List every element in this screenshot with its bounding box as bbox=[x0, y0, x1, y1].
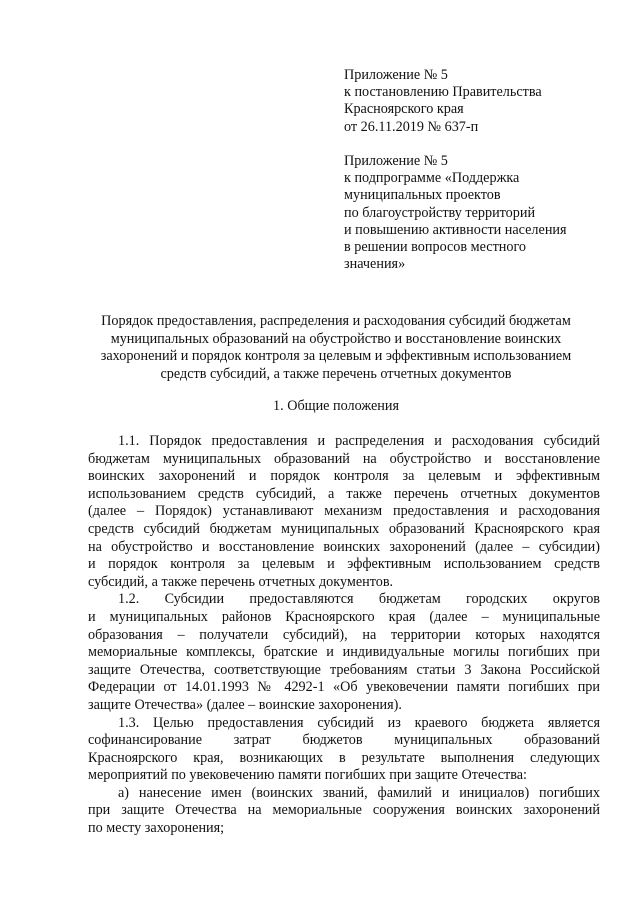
annex-line: Приложение № 5 bbox=[344, 153, 448, 169]
annex-line: муниципальных проектов bbox=[344, 187, 501, 204]
title-line: средств субсидий, а также перечень отчетных документов bbox=[160, 365, 512, 382]
annex-line: Красноярского края bbox=[344, 101, 464, 118]
annex-line: в решении вопросов местного bbox=[344, 239, 527, 256]
document-body bbox=[88, 433, 600, 838]
body-line: (далее – Порядок) устанавливают механизм предоставления и расходования bbox=[88, 503, 600, 520]
body-line: средств субсидий бюджетам муниципальных образований Красноярского края bbox=[88, 520, 600, 537]
annex-line: по благоустройству территорий bbox=[344, 204, 536, 221]
annex-header-resolution bbox=[344, 67, 614, 136]
body-line: при защите Отечества на мемориальные сооружения воинских захоронений bbox=[88, 802, 600, 819]
body-line: защите Отечества, соответствующие требованиям статьи 3 Закона Российской bbox=[88, 661, 600, 678]
title-line: захоронений и порядок контроля за целевым и эффективным использованием bbox=[100, 348, 572, 365]
body-line: Федерации от 14.01.1993 № 4292-1 «Об увековечении памяти погибших при bbox=[88, 679, 600, 696]
body-line: защите Отечества» (далее – воинские захоронения). bbox=[88, 696, 402, 713]
body-line: мероприятий по увековечению памяти погибших при защите Отечества: bbox=[88, 767, 527, 784]
paragraph-1-3 bbox=[88, 715, 600, 785]
paragraph-1-1 bbox=[88, 433, 600, 591]
annex-line: к постановлению Правительства bbox=[344, 84, 542, 101]
body-line: использованием средств субсидий, а также перечень отчетных документов bbox=[88, 485, 600, 502]
section-heading: 1. Общие положения bbox=[273, 398, 399, 414]
annex-line: и повышению активности населения bbox=[344, 221, 567, 238]
body-line: бюджетам муниципальных образований на обустройство и восстановление bbox=[88, 450, 600, 467]
body-line: и муниципальных районов Красноярского края (далее – муниципальные bbox=[88, 608, 600, 625]
body-line: на обустройство и восстановление воинских захоронений (далее – субсидии) bbox=[88, 538, 600, 555]
body-line: 1.3. Целью предоставления субсидий из краевого бюджета является bbox=[118, 714, 600, 731]
body-line: образования – получатели субсидий), на территории которых находятся bbox=[88, 626, 600, 643]
body-line: и порядок контроля за целевым и эффективным использованием средств bbox=[88, 556, 600, 573]
title-line: Порядок предоставления, распределения и расходования субсидий бюджетам bbox=[101, 313, 571, 329]
body-line: 1.2. Субсидии предоставляются бюджетам городских округов bbox=[118, 591, 600, 608]
annex-line: значения» bbox=[344, 256, 406, 273]
annex-line: к подпрограмме «Поддержка bbox=[344, 170, 520, 187]
body-line: воинских захоронений и порядок контроля за целевым и эффективным bbox=[88, 468, 600, 485]
paragraph-1-2 bbox=[88, 591, 600, 714]
paragraph-1-3-a bbox=[88, 785, 600, 838]
body-line: Красноярского края, возникающих в результате выполнения следующих bbox=[88, 749, 600, 766]
title-line: муниципальных образований на обустройство и восстановление воинских bbox=[110, 330, 562, 347]
body-line: а) нанесение имен (воинских званий, фамилий и инициалов) погибших bbox=[118, 784, 600, 801]
document-title bbox=[70, 313, 602, 383]
annex-line: Приложение № 5 bbox=[344, 67, 448, 83]
body-line: 1.1. Порядок предоставления и распределения и расходования субсидий bbox=[118, 433, 600, 449]
body-line: по месту захоронения; bbox=[88, 820, 225, 837]
annex-header-subprogram bbox=[344, 153, 614, 273]
body-line: субсидий, а также перечень отчетных документов. bbox=[88, 573, 394, 590]
body-line: софинансирование затрат бюджетов муниципальных образований bbox=[88, 732, 600, 749]
annex-line: от 26.11.2019 № 637-п bbox=[344, 118, 479, 135]
body-line: мемориальные комплексы, братские и индивидуальные могилы погибших при bbox=[88, 644, 600, 661]
